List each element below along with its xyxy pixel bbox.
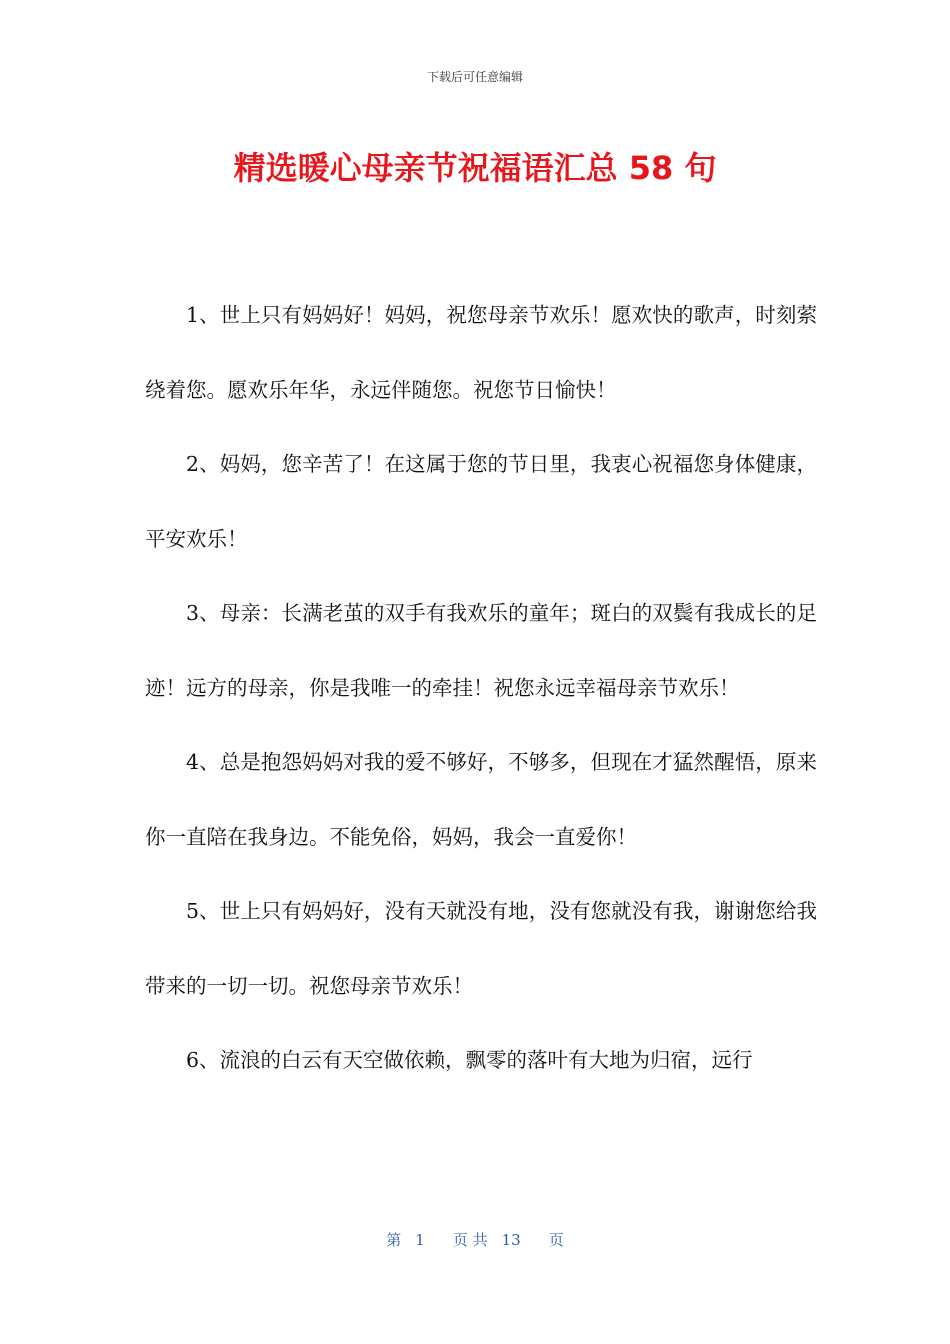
page-footer: [0, 1229, 950, 1250]
paragraph-6: 6、流浪的白云有天空做依赖，飘零的落叶有大地为归宿，远行: [186, 1048, 753, 1072]
paragraph-4: 4、总是抱怨妈妈对我的爱不够好，不够多，但现在才猛然醒悟，原来你一直陪在我身边。不能免俗，妈妈，我会一直爱你！: [145, 750, 817, 849]
header-note: 下载后可任意编辑: [426, 70, 523, 84]
footer-page-suffix: 页: [548, 1231, 564, 1249]
paragraph-2: 2、妈妈，您辛苦了！在这属于您的节日里，我衷心祝福您身体健康，平安欢乐！: [145, 452, 817, 551]
document-body: [145, 278, 817, 1098]
paragraph-5: 5、世上只有妈妈好，没有天就没有地，没有您就没有我，谢谢您给我带来的一切一切。祝您母亲节欢乐！: [145, 899, 817, 998]
paragraph-1: 1、世上只有妈妈好！妈妈，祝您母亲节欢乐！愿欢快的歌声，时刻萦绕着您。愿欢乐年华，永远伴随您。祝您节日愉快！: [145, 303, 817, 402]
paragraph-3: 3、母亲：长满老茧的双手有我欢乐的童年；斑白的双鬓有我成长的足迹！远方的母亲，你是我唯一的牵挂！祝您永远幸福母亲节欢乐！: [145, 601, 817, 700]
footer-total-pages: 13: [501, 1231, 521, 1249]
footer-page-mid: 页 共: [452, 1231, 488, 1249]
footer-page-number: 1: [415, 1231, 425, 1249]
document-title: 精选暖心母亲节祝福语汇总 58 句: [233, 149, 717, 187]
footer-page-prefix: 第: [386, 1231, 402, 1249]
